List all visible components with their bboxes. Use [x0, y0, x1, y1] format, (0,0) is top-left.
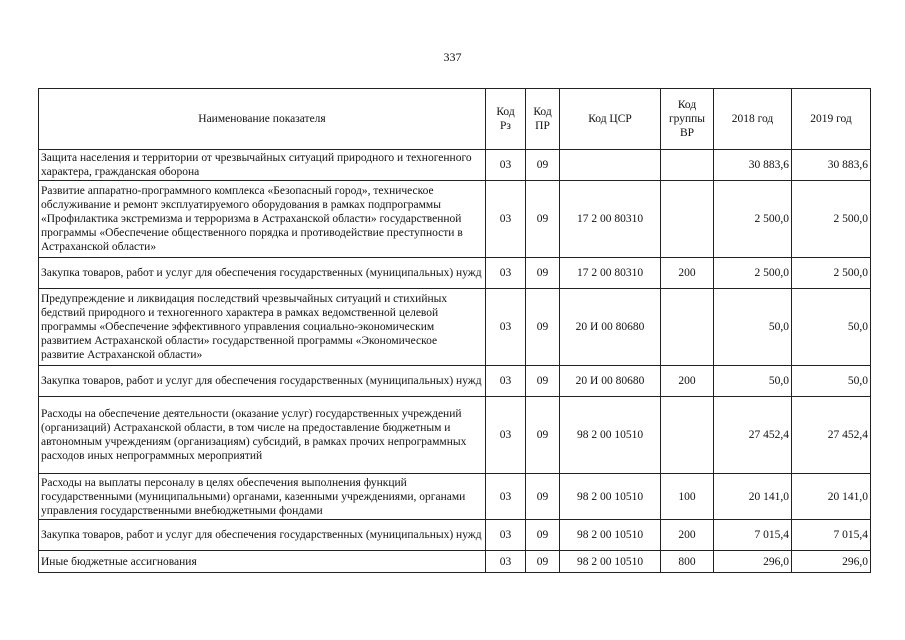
row-csr: 17 2 00 80310	[560, 258, 661, 289]
row-pr: 09	[526, 474, 560, 520]
table-row	[39, 551, 871, 573]
row-csr: 20 И 00 80680	[560, 366, 661, 397]
row-vr: 200	[661, 258, 714, 289]
row-2019: 30 883,6	[792, 150, 871, 181]
header-vr-line2: группы	[668, 113, 706, 125]
row-2019: 50,0	[792, 289, 871, 366]
row-2018: 20 141,0	[714, 474, 792, 520]
row-vr: 200	[661, 520, 714, 551]
row-csr: 98 2 00 10510	[560, 397, 661, 474]
row-rz: 03	[486, 150, 526, 181]
row-pr: 09	[526, 520, 560, 551]
row-name: Защита населения и территории от чрезвычайных ситуаций природного и техногенного характера, гражданская оборона	[39, 150, 486, 181]
row-2019: 20 141,0	[792, 474, 871, 520]
row-name: Закупка товаров, работ и услуг для обеспечения государственных (муниципальных) нужд	[39, 366, 486, 397]
budget-table	[38, 88, 871, 573]
row-2019: 296,0	[792, 551, 871, 573]
row-2018: 30 883,6	[714, 150, 792, 181]
row-name: Расходы на обеспечение деятельности (оказание услуг) государственных учреждений (организаций) Астраханской области, в том числе на предоставление бюджетным и автономным учреждениям (организациям) субсидий, в рамках прочих непрограммных расходов иных непрограммных мероприятий	[39, 397, 486, 474]
header-pr-line2: ПР	[535, 120, 550, 132]
row-name: Предупреждение и ликвидация последствий чрезвычайных ситуаций и стихийных бедствий природного и техногенного характера в рамках ведомственной целевой программы «Обеспечение эффективного управления социально-экономическим развитием Астраханской области» государственной программы «Экономическое развитие Астраханской области»	[39, 289, 486, 366]
header-vr-line1: Код	[677, 99, 697, 111]
header-pr	[526, 89, 560, 150]
row-name: Закупка товаров, работ и услуг для обеспечения государственных (муниципальных) нужд	[39, 520, 486, 551]
row-pr: 09	[526, 289, 560, 366]
table-row	[39, 289, 871, 366]
row-rz: 03	[486, 366, 526, 397]
header-row	[39, 89, 871, 150]
row-pr: 09	[526, 397, 560, 474]
header-pr-line1: Код	[533, 106, 552, 118]
row-rz: 03	[486, 520, 526, 551]
row-2018: 296,0	[714, 551, 792, 573]
row-rz: 03	[486, 181, 526, 258]
row-2018: 50,0	[714, 366, 792, 397]
row-2019: 27 452,4	[792, 397, 871, 474]
header-rz-line1: Код	[496, 106, 515, 118]
table-row	[39, 520, 871, 551]
row-2018: 27 452,4	[714, 397, 792, 474]
row-csr: 98 2 00 10510	[560, 551, 661, 573]
row-2019: 50,0	[792, 366, 871, 397]
header-rz-line2: Рз	[500, 120, 511, 132]
row-rz: 03	[486, 474, 526, 520]
row-name: Расходы на выплаты персоналу в целях обеспечения выполнения функций государственными (муниципальными) органами, казенными учреждениями, органами управления государственными внебюджетными фондами	[39, 474, 486, 520]
page-number: 337	[443, 50, 462, 64]
header-vr	[661, 89, 714, 150]
row-vr	[661, 397, 714, 474]
row-vr: 200	[661, 366, 714, 397]
row-2018: 2 500,0	[714, 258, 792, 289]
row-name: Иные бюджетные ассигнования	[39, 551, 486, 573]
row-2018: 2 500,0	[714, 181, 792, 258]
row-2018: 50,0	[714, 289, 792, 366]
row-pr: 09	[526, 366, 560, 397]
row-rz: 03	[486, 258, 526, 289]
row-vr: 800	[661, 551, 714, 573]
row-vr	[661, 289, 714, 366]
table-row	[39, 258, 871, 289]
row-2019: 2 500,0	[792, 181, 871, 258]
table-row	[39, 181, 871, 258]
table-row	[39, 150, 871, 181]
table-row	[39, 474, 871, 520]
header-csr: Код ЦСР	[560, 89, 661, 150]
row-name: Закупка товаров, работ и услуг для обеспечения государственных (муниципальных) нужд	[39, 258, 486, 289]
row-pr: 09	[526, 150, 560, 181]
row-2018: 7 015,4	[714, 520, 792, 551]
row-csr	[560, 150, 661, 181]
row-pr: 09	[526, 551, 560, 573]
table-row	[39, 397, 871, 474]
row-rz: 03	[486, 551, 526, 573]
row-vr	[661, 150, 714, 181]
row-2019: 2 500,0	[792, 258, 871, 289]
row-pr: 09	[526, 258, 560, 289]
header-2019: 2019 год	[792, 89, 871, 150]
row-csr: 17 2 00 80310	[560, 181, 661, 258]
row-csr: 20 И 00 80680	[560, 289, 661, 366]
row-csr: 98 2 00 10510	[560, 520, 661, 551]
row-vr: 100	[661, 474, 714, 520]
row-csr: 98 2 00 10510	[560, 474, 661, 520]
header-vr-line3: ВР	[679, 127, 695, 139]
header-2018: 2018 год	[714, 89, 792, 150]
header-name: Наименование показателя	[39, 89, 486, 150]
row-pr: 09	[526, 181, 560, 258]
row-2019: 7 015,4	[792, 520, 871, 551]
row-rz: 03	[486, 289, 526, 366]
row-rz: 03	[486, 397, 526, 474]
row-name: Развитие аппаратно-программного комплекса «Безопасный город», техническое обслуживание и ремонт эксплуатируемого оборудования в рамках подпрограммы «Профилактика экстремизма и терроризма в Астраханской области» государственной программы «Обеспечение общественного порядка и противодействие преступности в Астраханской области»	[39, 181, 486, 258]
table-row	[39, 366, 871, 397]
row-vr	[661, 181, 714, 258]
header-rz	[486, 89, 526, 150]
